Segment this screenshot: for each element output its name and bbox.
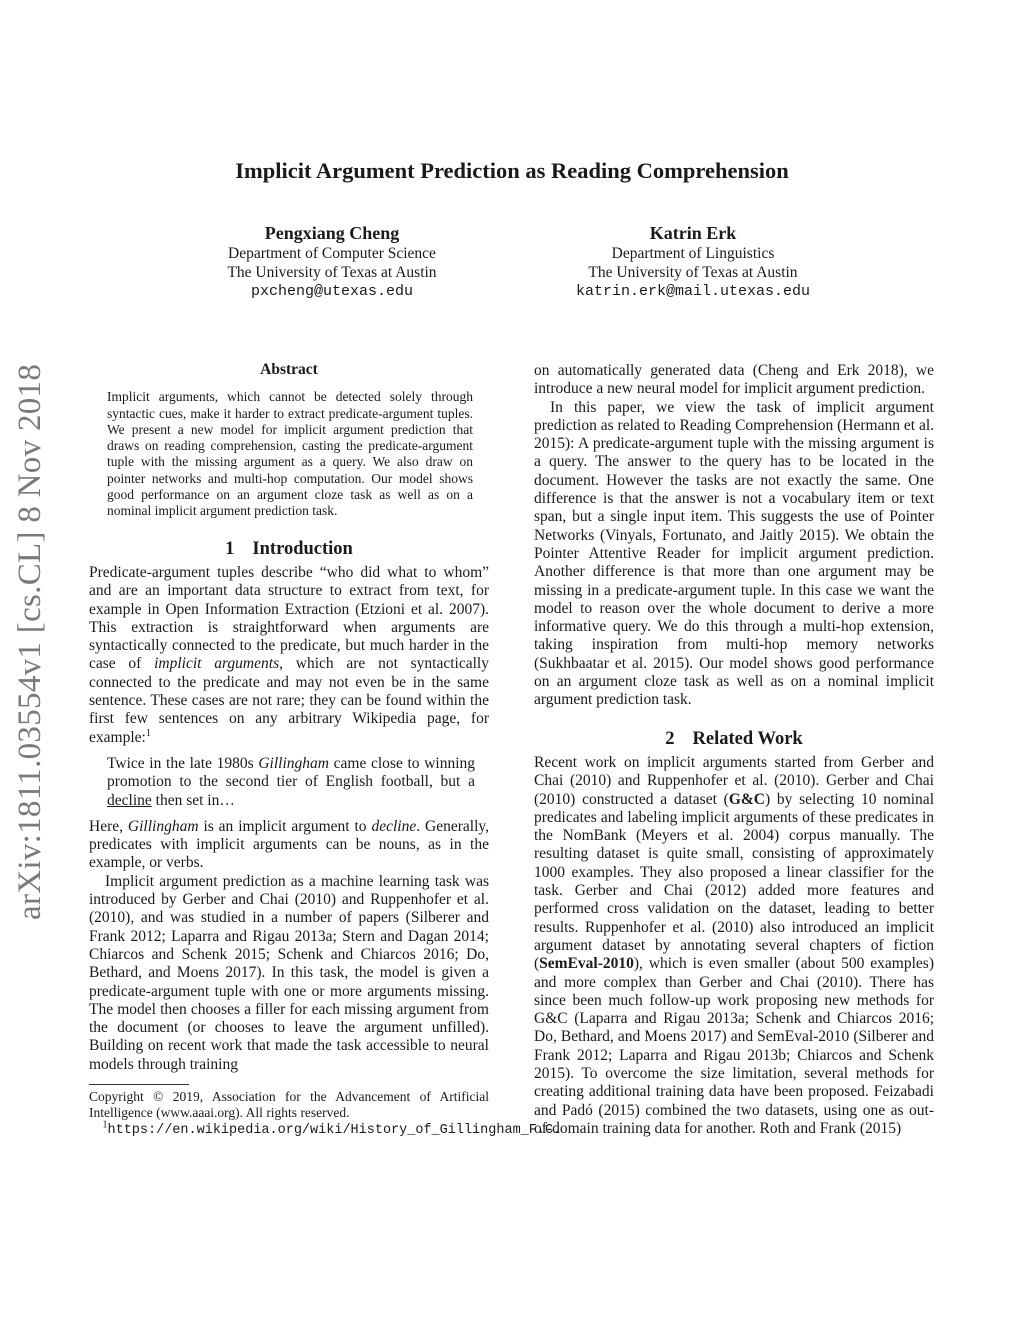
author-block	[513, 222, 873, 301]
example-quote: Twice in the late 1980s Gillingham came close to winning promotion to the second tier of English football, but a decline then set in…	[107, 754, 476, 809]
footnote-divider	[89, 1084, 189, 1085]
author-department: Department of Linguistics	[611, 245, 775, 262]
section-title: Related Work	[692, 728, 803, 749]
paper-title: Implicit Argument Prediction as Reading Comprehension	[235, 158, 789, 183]
author-email[interactable]: pxcheng@utexas.edu	[250, 283, 414, 300]
footnote-1: $^1$https://en.wikipedia.org/wiki/History_of_Gillingham_F.C.	[102, 1119, 562, 1139]
author-block	[152, 222, 512, 301]
related-work-paragraph: Recent work on implicit arguments started from Gerber and Chai (2010) and Ruppenhofer et al. (2010). Gerber and Chai (2010) constructed a dataset (G&C) by selecting 10 nominal predicates and labeling implicit arguments of these predicates in the NomBank (Meyers et al. 2004) corpus manually. The resulting dataset is quite small, consisting of approximately 1000 examples. They also proposed a linear classifier for the task. Gerber and Chai (2012) added more features and performed cross validation on the dataset, leading to better results. Ruppenhofer et al. (2010) also introduced an implicit argument dataset by annotating several chapters of fiction (SemEval-2010), which is even smaller (about 500 examples) and more complex than Gerber and Chai (2010). There has since been much follow-up work proposing new methods for G&C (Laparra and Rigau 2013a; Schenk and Chiarcos 2016; Do, Bethard, and Moens 2017) and SemEval-2010 (Silberer and Frank 2012; Laparra and Rigau 2013b; Chiarcos and Schenk 2015). To overcome the size limitation, several methods for creating additional training data have been proposed. Feizabadi and Padó (2015) combined the two datasets, using one as out-of-domain training data for another. Roth and Frank (2015)	[534, 753, 934, 1137]
abstract-heading: Abstract	[260, 361, 318, 378]
footnote-url[interactable]: https://en.wikipedia.org/wiki/History_of_Gillingham_F.C.	[107, 1123, 562, 1139]
author-name: Pengxiang Cheng	[264, 223, 400, 243]
section-title: Introduction	[252, 538, 353, 559]
section-heading-related-work	[534, 730, 934, 748]
intro-paragraph-2: Here, Gillingham is an implicit argument to decline. Generally, predicates with implicit arguments can be nouns, as in the example, or verbs.	[89, 817, 489, 872]
section-heading-introduction	[89, 540, 489, 558]
author-university: The University of Texas at Austin	[588, 264, 798, 281]
right-column	[534, 362, 934, 1138]
intro-paragraph-3: Implicit argument prediction as a machine learning task was introduced by Gerber and Chai (2010) and Ruppenhofer et al. (2010), and was studied in a number of papers (Silberer and Frank 2012; Laparra and Rigau 2013a; Stern and Dagan 2014; Chiarcos and Schenk 2015; Schenk and Chiarcos 2016; Do, Bethard, and Moens 2017). In this task, the model is given a predicate-argument tuple with one or more arguments missing. The model then chooses a filler for each missing argument from the document (or chooses to leave the argument unfilled). Building on recent work that made the task accessible to neural models through training	[89, 872, 489, 1073]
author-department: Department of Computer Science	[228, 245, 436, 262]
section-number: 1	[225, 538, 235, 559]
intro-paragraph-5: In this paper, we view the task of implicit argument prediction as related to Reading Comprehension (Hermann et al. 2015): A predicate-argument tuple with the missing argument is a query. The answer to the query has to be located in the document. However the tasks are not exactly the same. One difference is that the answer is not a vocabulary item or text span, but a single input item. This suggests the use of Pointer Networks (Vinyals, Fortunato, and Jaitly 2015). We obtain the Pointer Attentive Reader for implicit argument prediction. Another difference is that more than one argument may be missing in a predicate-argument tuple. In this case we want the model to reason over the whole document to derive a more informative query. We do this through a multi-hop extension, taking inspiration from multi-hop memory networks (Sukhbaatar et al. 2015). Our model shows good performance on an argument cloze task as well as on a nominal implicit argument prediction task.	[534, 398, 934, 709]
intro-paragraph-4: on automatically generated data (Cheng and Erk 2018), we introduce a new neural model for implicit argument prediction.	[534, 362, 934, 398]
intro-paragraph-1: Predicate-argument tuples describe “who did what to whom” and are an important data structure to extract from text, for example in Open Information Extraction (Etzioni et al. 2007). This extraction is straightforward when arguments are syntactically connected to the predicate, but much harder in the case of implicit arguments, which are not syntactically connected to the predicate and may not even be in the same sentence. These cases are not rare; they can be found within the first few sentences on any arbitrary Wikipedia page, for example:$^1$	[89, 563, 489, 746]
left-column	[89, 361, 562, 1140]
footnote-marker[interactable]: 1	[145, 727, 151, 739]
author-name: Katrin Erk	[649, 223, 737, 243]
author-university: The University of Texas at Austin	[227, 264, 437, 281]
copyright-notice: Copyright © 2019, Association for the Advancement of Artificial Intelligence (www.aaai.org). All rights reserved.	[89, 1088, 489, 1121]
arxiv-identifier: arXiv:1811.03554v1 [cs.CL] 8 Nov 2018	[12, 363, 48, 920]
abstract-text: Implicit arguments, which cannot be detected solely through syntactic cues, make it harder to extract predicate-argument tuples. We present a new model for implicit argument prediction that draws on reading comprehension, casting the predicate-argument tuple with the missing argument as a query. We also draw on pointer networks and multi-hop computation. Our model shows good performance on an argument cloze task as well as on a nominal implicit argument prediction task.	[107, 389, 473, 519]
author-email[interactable]: katrin.erk@mail.utexas.edu	[575, 283, 811, 300]
section-number: 2	[665, 728, 675, 749]
